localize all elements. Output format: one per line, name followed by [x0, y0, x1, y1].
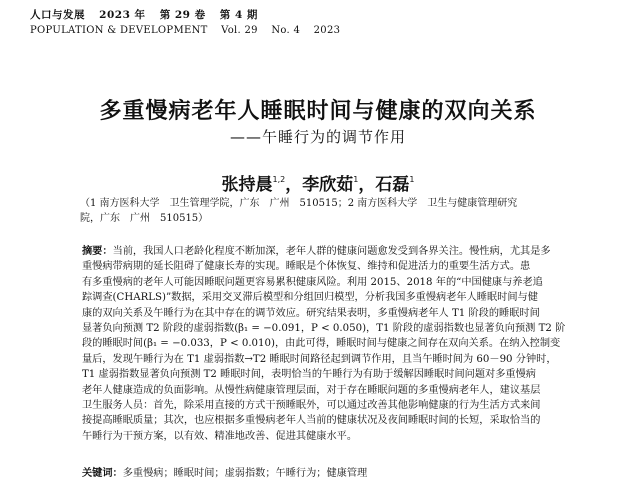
author-affiliation-mark: 1,2: [272, 175, 286, 184]
author-list: [0, 170, 636, 195]
abstract-label: 摘要：: [82, 245, 113, 257]
affiliation-block: [80, 196, 580, 226]
abstract-text: 当前，我国人口老龄化程度不断加深，老年人群的健康问题愈发受到各界关注。慢性病，尤其是多: [112, 246, 551, 257]
author-name: 石磊: [375, 175, 410, 195]
keywords-text: 多重慢病；睡眠时间；虚弱指数；午睡行为；健康管理: [122, 468, 368, 479]
author-separator: ，: [285, 175, 303, 195]
abstract-line: 有多重慢病的老年人可能因睡眠问题更容易累积健康风险。利用 2015、2018 年的“中国健康与养老追: [82, 276, 543, 288]
abstract-line: 午睡行为干预方案，以有效、精准地改善、促进其健康水平。: [82, 430, 358, 442]
journal-volume-cn: 第 29 卷: [159, 9, 206, 21]
journal-header-cn: [30, 8, 350, 23]
journal-name-cn: 人口与发展: [30, 9, 85, 21]
journal-year-cn: 2023 年: [99, 9, 146, 21]
author-name: 李欣茹: [302, 175, 354, 195]
journal-issue-cn: 第 4 期: [219, 9, 258, 21]
abstract-line: [82, 244, 578, 259]
keywords-label: 关键词：: [82, 467, 123, 479]
abstract-line: 段的睡眠时间(β₁ = −0.033，P < 0.010)，由此可得，睡眠时间与健康之间存在双向关系。在纳入控制变: [82, 338, 561, 350]
author-separator: ，: [358, 175, 376, 195]
abstract-line: 重慢病带病期的延长阻碍了健康长寿的实现。睡眠是个体恢复、维持和促进活力的重要生活方式。患: [82, 261, 531, 273]
abstract-line: 康的双向关系及午睡行为在其中存在的调节效应。研究结果表明，多重慢病老年人 T1 阶段的睡眠时间: [82, 307, 540, 319]
journal-header: [30, 8, 350, 38]
journal-issue-en: No. 4: [271, 25, 301, 36]
paper-subtitle: ——午睡行为的调节作用: [229, 128, 406, 146]
journal-name-en: POPULATION & DEVELOPMENT: [30, 25, 208, 36]
journal-year-en: 2023: [313, 25, 341, 36]
author-affiliation-mark: 1: [409, 175, 415, 184]
affiliation-line: 院，广东 广州 510515）: [80, 213, 209, 224]
abstract-line: 踪调查(CHARLS)”数据，采用交叉滞后模型和分组回归模型，分析我国多重慢病老年人睡眠时间与健: [82, 292, 538, 304]
abstract-line: 卫生服务人员：首先，除采用直接的方式干预睡眠外，可以通过改善其他影响健康的行为生活方式来间: [82, 400, 541, 412]
author-name: 张持晨: [221, 175, 273, 195]
paper-title: 多重慢病老年人睡眠时间与健康的双向关系: [99, 99, 537, 124]
journal-volume-en: Vol. 29: [221, 25, 258, 36]
abstract-line: 量后，发现午睡行为在 T1 虚弱指数→T2 睡眠时间路径起到调节作用，且当午睡时间为 60－90 分钟时，: [82, 353, 557, 365]
author-affiliation-mark: 1: [353, 175, 359, 184]
abstract-line: 老年人健康造成的负面影响。从慢性病健康管理层面，对于存在睡眠问题的多重慢病老年人，建议基层: [82, 384, 541, 396]
abstract-block: [82, 244, 578, 444]
journal-header-en: [30, 23, 350, 38]
abstract-line: 显著负向预测 T2 阶段的虚弱指数(β₁ = −0.091，P < 0.050)，T1 阶段的虚弱指数也显著负向预测 T2 阶: [82, 323, 566, 335]
abstract-line: 接提高睡眠质量；其次，也应根据多重慢病老年人当前的健康状况及夜间睡眠时间的长短，采取恰当的: [82, 415, 541, 427]
affiliation-line: （1 南方医科大学 卫生管理学院，广东 广州 510515；2 南方医科大学 卫生与健康管理研究: [80, 198, 518, 209]
abstract-line: T1 虚弱指数显著负向预测 T2 睡眠时间，表明恰当的午睡行为有助于缓解因睡眠时间问题对多重慢病: [82, 369, 536, 381]
